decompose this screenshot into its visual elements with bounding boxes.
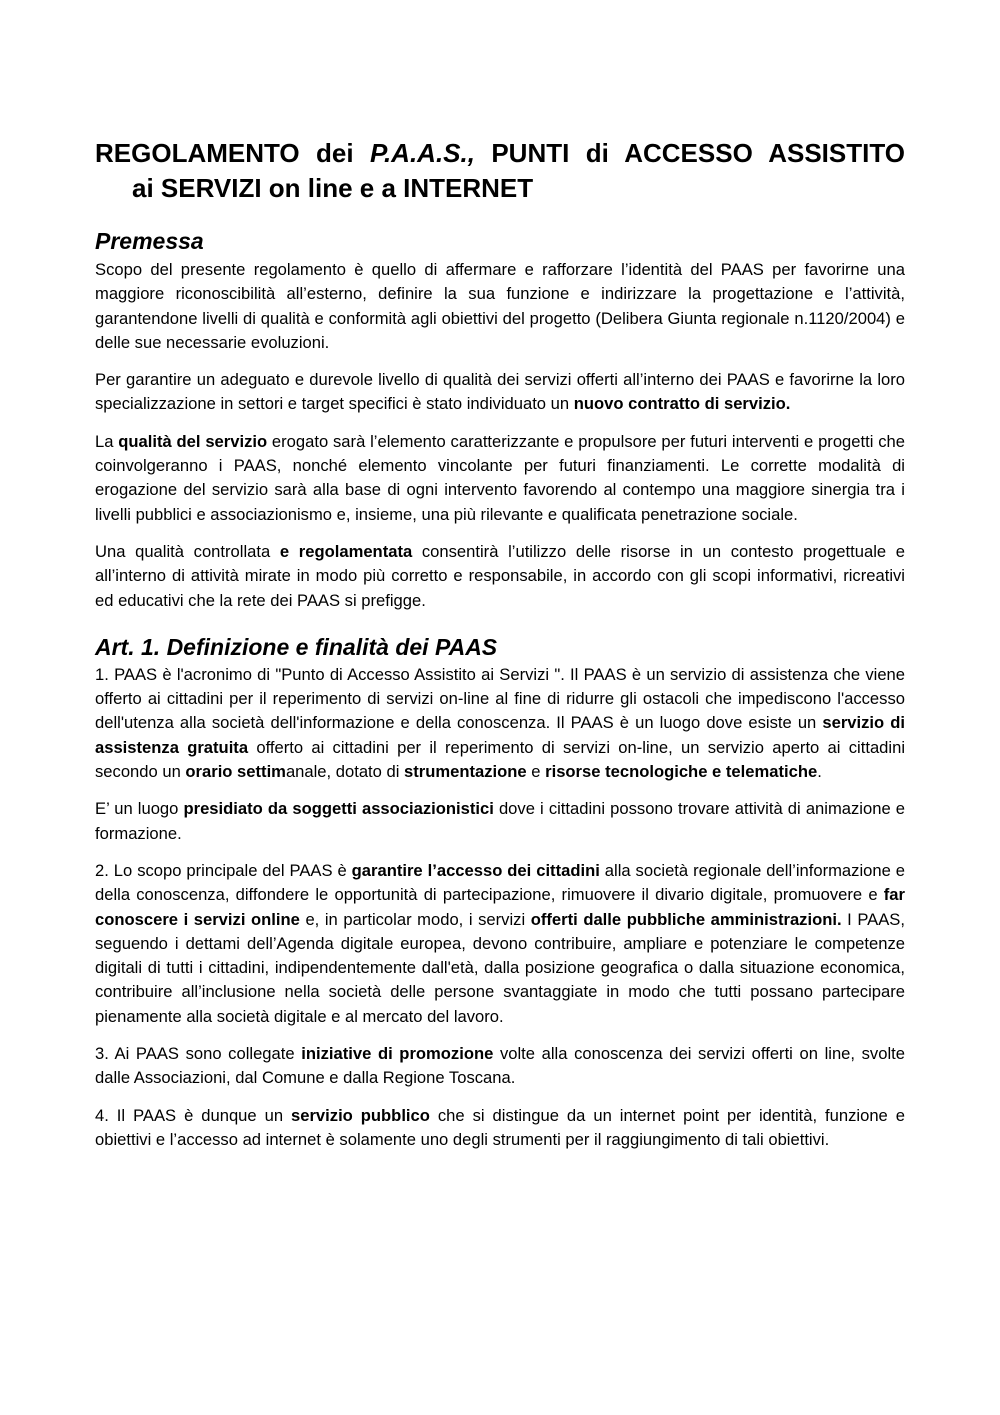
document-page <box>95 136 905 1165</box>
text-run: Una qualità controllata <box>95 541 280 561</box>
text-run: offerto ai cittadini per il reperimento di servizi on-line, un servizio aperto ai cittadini secondo un <box>95 737 906 782</box>
art1-paragraph-1 <box>95 663 905 784</box>
text-run: 1. PAAS è l'acronimo di "Punto di Accesso Assistito ai Servizi ". Il PAAS è un servizio di assistenza che viene offerto ai cittadini per il reperimento di servizi on-line al fine di ridurre gli ostacoli che impediscono l'accesso dell'utenza alla società dell'informazione e della conoscenza. Il PAAS è un luogo dove esiste un <box>95 664 905 733</box>
title-line2: ai SERVIZI on line e a INTERNET <box>132 173 534 203</box>
premessa-paragraph-4 <box>95 540 905 613</box>
art1-paragraph-4 <box>95 1042 905 1091</box>
art1-paragraph-3 <box>95 859 905 1029</box>
text-run: 4. Il PAAS è dunque un <box>95 1105 292 1125</box>
text-run: erogato sarà l’elemento caratterizzante e propulsore per futuri interventi e progetti che coinvolgeranno i PAAS, nonché elemento vincolante per futuri finanziamenti. Le corrette modalità di erogazione del servizio sarà alla base di ogni intervento favorendo al contempo una maggiore sinergia tra i livelli pubblici e associazionismo e, insieme, una più rilevante e qualificata penetrazione sociale. <box>95 431 905 524</box>
premessa-paragraph-1: Scopo del presente regolamento è quello di affermare e rafforzare l’identità del PAAS per favorirne una maggiore riconoscibilità all’esterno, definire la sua funzione e indirizzare la progettazione e l’attività, garantendone livelli di qualità e conformità agli obiettivi del progetto (Delibera Giunta regionale n.1120/2004) e delle sue necessarie evoluzioni. <box>95 260 905 352</box>
text-run: La <box>95 431 119 451</box>
bold-run: servizio pubblico <box>291 1105 430 1125</box>
bold-run: strumentazione <box>404 762 527 782</box>
text-run: E’ un luogo <box>95 799 184 819</box>
text-run: volte alla conoscenza dei servizi offerti on line, svolte dalle Associazioni, dal Comune e dalla Regione Toscana. <box>95 1044 905 1088</box>
text-run: e <box>526 762 546 782</box>
text-run: che si distingue da un internet point per identità, funzione e obiettivi e l’accesso ad internet è solamente uno degli strumenti per il raggiungimento di tali obiettivi. <box>95 1105 905 1149</box>
text-run: 2. Lo scopo principale del PAAS è <box>95 860 352 880</box>
text-run: . <box>817 762 822 782</box>
text-run: Per garantire un adeguato e durevole livello di qualità dei servizi offerti all’interno dei PAAS e favorirne la loro specializzazione in settori e target specifici è stato individuato un <box>95 370 905 414</box>
bold-run: e regolamentata <box>279 541 413 561</box>
bold-run: offerti dalle pubbliche amministrazioni. <box>530 909 842 929</box>
text-run: anale, dotato di <box>285 762 405 782</box>
text-run: 3. Ai PAAS sono collegate <box>95 1044 302 1064</box>
art1-paragraph-5 <box>95 1104 905 1153</box>
text-run: alla società regionale dell’informazione e della conoscenza, diffondere le opportunità di partecipazione, rimuovere il divario digitale, promuovere e <box>95 860 905 905</box>
bold-run: risorse tecnologiche e telematiche <box>545 762 818 782</box>
section-heading-art1: Art. 1. Definizione e finalità dei PAAS <box>95 633 498 660</box>
bold-run: far conoscere i servizi online <box>95 885 905 929</box>
bold-run: nuovo contratto di servizio. <box>573 394 791 414</box>
title-part2: PUNTI di ACCESSO ASSISTITO <box>474 138 905 168</box>
bold-run: presidiato da soggetti associazionistici <box>183 799 494 819</box>
art1-paragraph-2 <box>95 797 905 846</box>
bold-run: servizio di assistenza gratuita <box>95 713 905 757</box>
text-run: e, in particolar modo, i servizi <box>299 909 531 929</box>
document-title <box>95 136 905 206</box>
section-heading-premessa: Premessa <box>95 228 204 254</box>
premessa-paragraph-2 <box>95 368 905 417</box>
bold-run: garantire l’accesso dei cittadini <box>351 860 600 880</box>
title-part1: REGOLAMENTO dei <box>95 138 370 168</box>
text-run: consentirà l’utilizzo delle risorse in un contesto progettuale e all’interno di attività mirate in modo più corretto e responsabile, in accordo con gli scopi informativi, ricreativi ed educativi che la rete dei PAAS si prefigge. <box>95 541 906 610</box>
text-run: dove i cittadini possono trovare attività di animazione e formazione. <box>95 799 906 843</box>
text-run: I PAAS, seguendo i dettami dell’Agenda digitale europea, devono contribuire, ampliare e potenziare le competenze digitali di tutti i cittadini, indipendentemente dall'età, dalla posizione geografica o dalla situazione economica, contribuire all’inclusione nella società delle persone svantaggiate in modo che tutti possano partecipare pienamente alla società digitale e al mercato del lavoro. <box>95 909 905 1026</box>
bold-run: qualità del servizio <box>118 431 268 451</box>
bold-run: orario settim <box>185 762 286 782</box>
bold-run: iniziative di promozione <box>301 1044 494 1064</box>
title-paas-acronym: P.A.A.S., <box>369 138 475 168</box>
premessa-paragraph-3 <box>95 430 905 527</box>
